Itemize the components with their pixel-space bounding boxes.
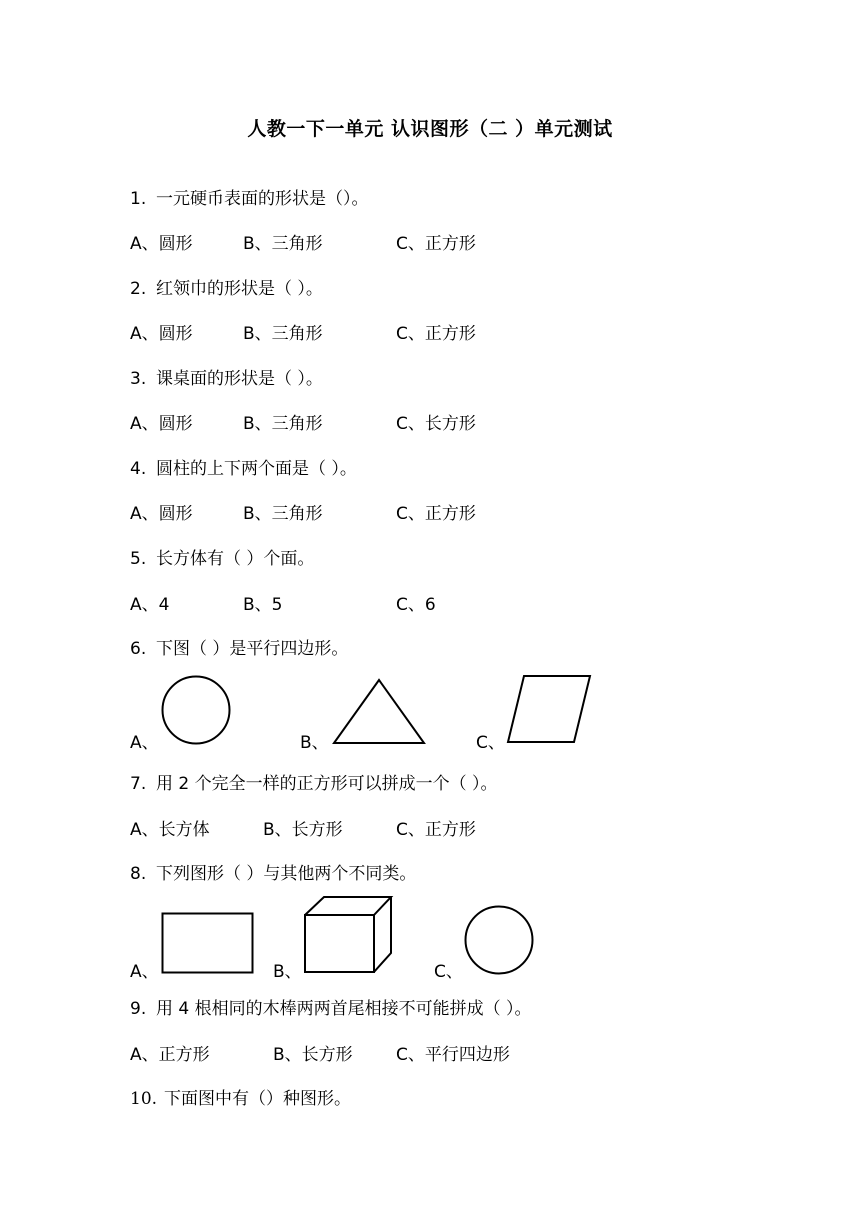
question-text: 红领巾的形状是（ ）。 (156, 279, 323, 299)
option-a: A、长方体 (130, 820, 210, 840)
option-a: A、圆形 (130, 414, 193, 434)
question-number: 4. (130, 459, 147, 479)
question-2 (130, 274, 323, 299)
circle-shape (463, 904, 535, 976)
option-b: B、 (273, 962, 302, 982)
page-title: 人教一下一单元 认识图形（二 ）单元测试 (247, 118, 613, 140)
option-b: B、长方形 (263, 820, 343, 840)
option-c: C、 (476, 733, 505, 753)
question-text: 下图（ ）是平行四边形。 (156, 639, 349, 659)
option-b: B、5 (243, 595, 283, 615)
option-a: A、圆形 (130, 234, 193, 254)
option-b: B、三角形 (243, 234, 323, 254)
option-b: B、三角形 (243, 504, 323, 524)
option-b: B、长方形 (273, 1045, 353, 1065)
option-a: A、正方形 (130, 1045, 210, 1065)
option-a: A、圆形 (130, 324, 193, 344)
question-text: 圆柱的上下两个面是（ ）。 (156, 459, 357, 479)
question-text: 长方体有（ ）个面。 (156, 549, 315, 569)
question-4 (130, 454, 357, 479)
option-c: C、6 (396, 595, 436, 615)
question-9 (130, 994, 532, 1019)
option-c: C、正方形 (396, 324, 476, 344)
question-text: 下面图中有（）种图形。 (164, 1089, 351, 1109)
option-b: B、 (300, 733, 329, 753)
rectangle-shape (161, 912, 255, 975)
parallelogram-shape (506, 674, 594, 746)
option-c: C、正方形 (396, 820, 476, 840)
cube-shape (303, 895, 395, 975)
option-a: A、 (130, 733, 159, 753)
question-text: 下列图形（ ）与其他两个不同类。 (156, 864, 417, 884)
option-a: A、4 (130, 595, 170, 615)
question-number: 2. (130, 279, 147, 299)
option-b: B、三角形 (243, 324, 323, 344)
question-number: 9. (130, 999, 147, 1019)
question-text: 课桌面的形状是（ ）。 (156, 369, 323, 389)
question-8 (130, 859, 416, 884)
question-number: 6. (130, 639, 147, 659)
question-number: 1. (130, 189, 147, 209)
question-text: 用 2 个完全一样的正方形可以拼成一个（ ）。 (156, 774, 498, 794)
option-c: C、 (434, 962, 463, 982)
option-a: A、 (130, 962, 159, 982)
question-7 (130, 769, 498, 794)
question-5 (130, 544, 314, 569)
question-3 (130, 364, 323, 389)
question-text: 一元硬币表面的形状是（）。 (156, 189, 369, 209)
option-c: C、正方形 (396, 234, 476, 254)
option-c: C、正方形 (396, 504, 476, 524)
question-number: 7. (130, 774, 147, 794)
option-c: C、平行四边形 (396, 1045, 510, 1065)
question-1 (130, 184, 369, 209)
question-number: 10. (130, 1089, 158, 1109)
option-a: A、圆形 (130, 504, 193, 524)
triangle-shape (332, 678, 426, 746)
question-text: 用 4 根相同的木棒两两首尾相接不可能拼成（ ）。 (156, 999, 532, 1019)
question-number: 8. (130, 864, 147, 884)
question-6 (130, 634, 348, 659)
question-number: 3. (130, 369, 147, 389)
question-10 (130, 1084, 351, 1109)
option-c: C、长方形 (396, 414, 476, 434)
question-number: 5. (130, 549, 147, 569)
option-b: B、三角形 (243, 414, 323, 434)
circle-shape (160, 674, 232, 746)
